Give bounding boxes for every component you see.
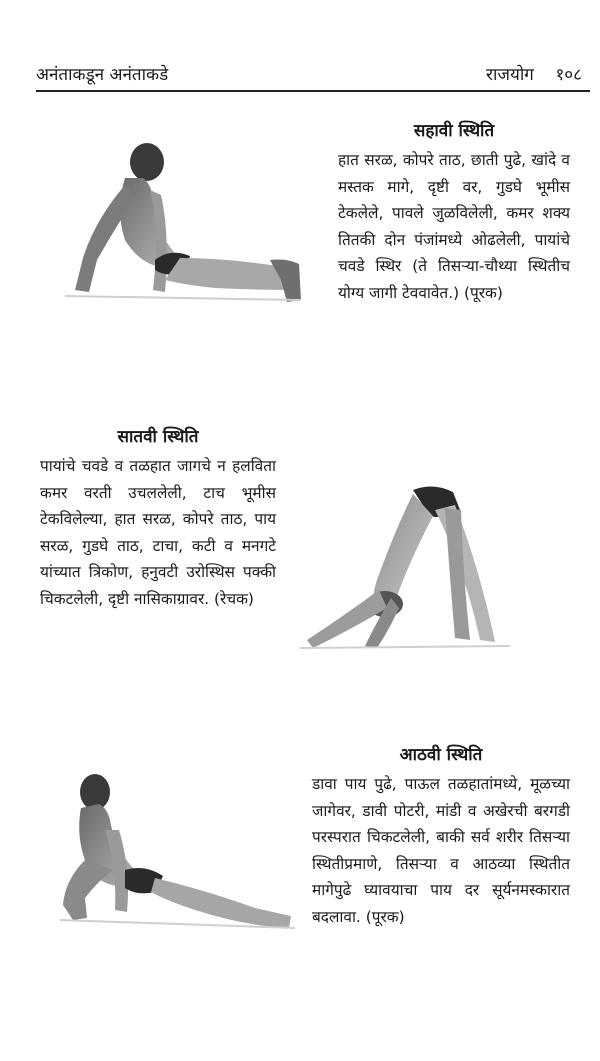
section-body-text: पायांचे चवडे व तळहात जागचे न हलविता कमर वरती उचललेली, टाच भूमीस टेकविलेल्या, हात सरळ, कोपरे ताठ, पाय सरळ, गुडघे ताठ, टाचा, कटी व मनगटे यांच्यात त्रिकोण, हनुवटी उरोस्थिस पक्की चिकटलेली, दृष्टी नासिकाग्रावर. (रेचक) <box>40 457 276 608</box>
section-heading: सहावी स्थिति <box>413 121 495 141</box>
section-eighth-position <box>312 742 570 931</box>
section-body-text: हात सरळ, कोपरे ताठ, छाती पुढे, खांदे व मस्तक मागे, दृष्टी वर, गुडघे भूमीस टेकलेले, पावले जुळविलेली, कमर शक्य तितकी दोन पंजांमध्ये ओढलेली, पायांचे चवडे स्थिर (ते तिसऱ्या-चौथ्या स्थितीच योग्य जागी टेववावेत.) (पूरक) <box>338 151 570 302</box>
book-title: अनंताकडून अनंताकडे <box>36 65 169 85</box>
section-sixth-position <box>338 118 570 307</box>
inverted-v-pose-figure-icon <box>295 480 570 655</box>
chapter-and-page <box>486 62 582 85</box>
section-heading: सातवी स्थिति <box>117 427 199 447</box>
section-body-text: डावा पाय पुढे, पाऊल तळहातांमध्ये, मूळच्या जागेवर, डावी पोटरी, मांडी व अखेरची बरगडी परस्परात चिकटलेली, बाकी सर्व शरीर तिसऱ्या स्थितीप्रमाणे, तिसऱ्या व आठव्या स्थितीत मागेपुढे घ्यावयाचा पाय दर सूर्यनमस्कारात बदलावा. (पूरक) <box>312 775 570 926</box>
lunge-pose-figure-icon <box>55 770 305 940</box>
upward-pose-figure-icon <box>55 140 305 310</box>
running-head <box>36 62 590 92</box>
section-heading: आठवी स्थिति <box>399 745 483 765</box>
section-seventh-position <box>40 424 276 613</box>
page-number: १०८ <box>555 65 582 85</box>
chapter-title: राजयोग <box>486 65 534 85</box>
